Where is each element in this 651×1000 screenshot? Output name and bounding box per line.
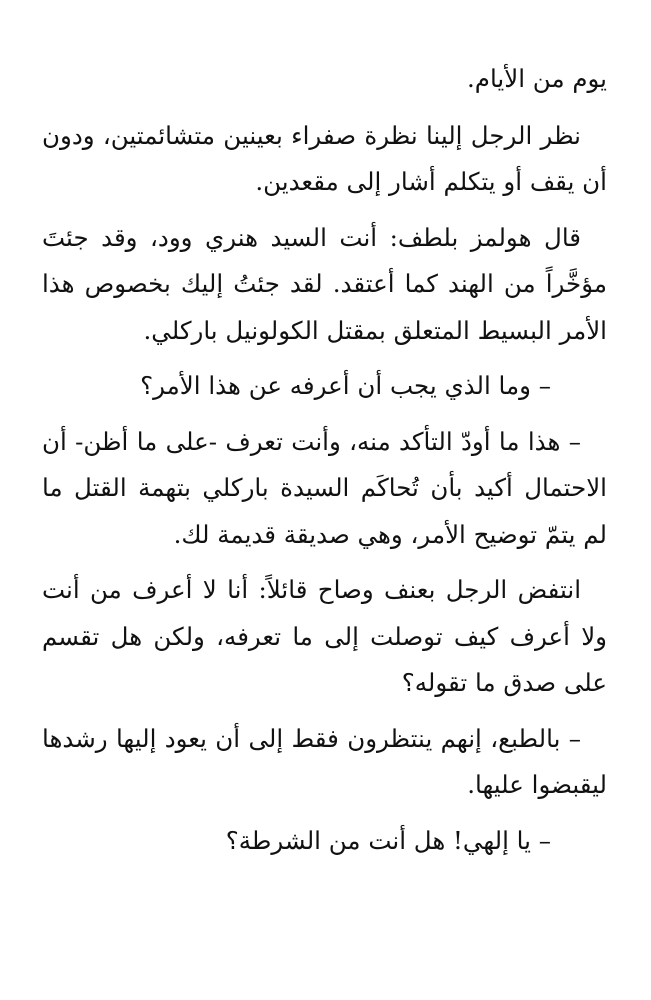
dialogue-line: – وما الذي يجب أن أعرفه عن هذا الأمر؟	[140, 371, 551, 400]
dialogue-line: – بالطبع، إنهم ينتظرون فقط إلى أن يعود إليها رشدها ليقبضوا عليها.	[42, 723, 607, 799]
paragraph-narration: انتفض الرجل بعنف وصاح قائلاً: أنا لا أعرف من أنت ولا أعرف كيف توصلت إلى ما تعرفه، ولكن هل تقسم على صدق ما تقوله؟	[42, 575, 607, 697]
paragraph-narration: نظر الرجل إلينا نظرة صفراء بعينين متشائمتين، ودون أن يقف أو يتكلم أشار إلى مقعدين.	[42, 120, 607, 196]
paragraph-holmes-speech: قال هولمز بلطف: أنت السيد هنري وود، وقد جئتَ مؤخَّراً من الهند كما أعتقد. لقد جئتُ إليك بخصوص هذا الأمر البسيط المتعلق بمقتل الكولونيل باركلي.	[42, 222, 607, 345]
dialogue-line: – يا إلهي! هل أنت من الشرطة؟	[225, 825, 551, 855]
paragraph-continuation: يوم من الأيام.	[466, 64, 607, 93]
dialogue-line: – هذا ما أودّ التأكد منه، وأنت تعرف -على ما أظن- أن الاحتمال أكيد بأن تُحاكَم السيدة باركلي بتهمة القتل ما لم يتمّ توضيح الأمر، وهي صديقة قديمة لك.	[42, 426, 607, 549]
